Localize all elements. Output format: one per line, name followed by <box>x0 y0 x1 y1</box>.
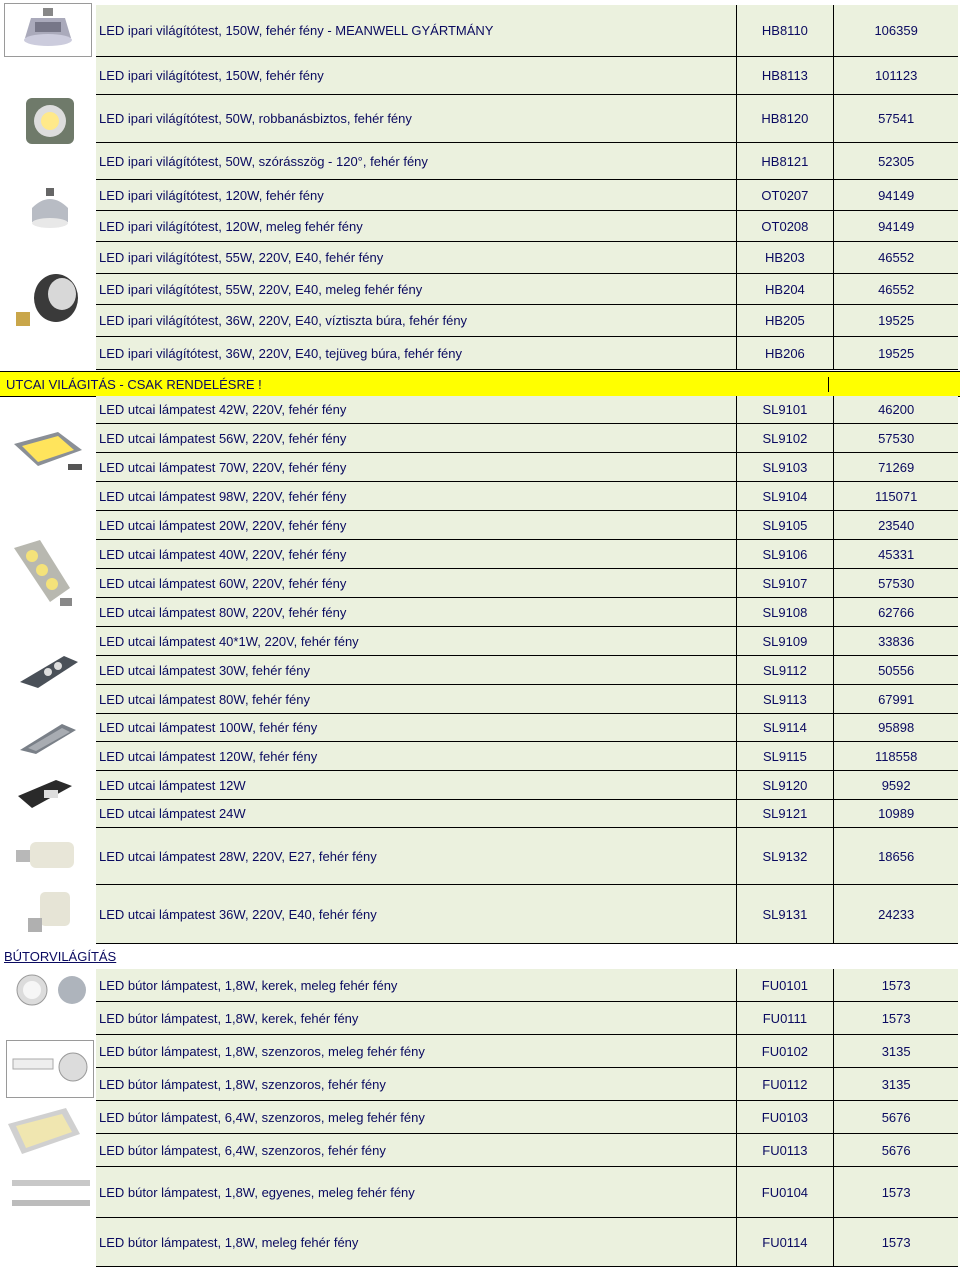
product-code: FU0102 <box>736 1035 834 1067</box>
product-code: OT0208 <box>736 211 834 241</box>
table-row <box>96 1218 958 1267</box>
e40-corn-bulb-photo <box>24 888 74 936</box>
product-price: 71269 <box>833 453 958 481</box>
section-header-utcai-label: UTCAI VILÁGITÁS - CSAK RENDELÉSRE ! <box>0 377 829 392</box>
table-row <box>96 1002 958 1035</box>
product-price: 5676 <box>833 1134 958 1166</box>
product-price: 19525 <box>833 305 958 336</box>
table-row <box>96 57 958 95</box>
product-price: 106359 <box>833 5 958 56</box>
section-header-butor-label: BÚTORVILÁGÍTÁS <box>4 948 117 964</box>
product-code: HB8113 <box>736 57 834 94</box>
product-description: LED utcai lámpatest 24W <box>99 806 246 821</box>
product-price: 67991 <box>833 685 958 713</box>
linear-furniture-lamp-photo <box>6 1176 92 1214</box>
product-description: LED ipari világítótest, 120W, meleg fehér fény <box>99 218 363 234</box>
product-code: OT0207 <box>736 180 834 210</box>
product-code: HB205 <box>736 305 834 336</box>
street-lamp-photo-5 <box>16 776 74 814</box>
product-code: SL9120 <box>736 771 834 799</box>
table-row <box>96 1167 958 1218</box>
product-description: LED ipari világítótest, 36W, 220V, E40, víztiszta búra, fehér fény <box>99 313 468 328</box>
table-row <box>96 242 958 274</box>
table-row <box>96 180 958 211</box>
product-code: SL9121 <box>736 800 834 827</box>
table-row <box>96 598 958 627</box>
street-lamp-photo-2 <box>10 538 76 612</box>
product-description: LED bútor lámpatest, 1,8W, szenzoros, meleg fehér fény <box>99 1043 425 1059</box>
product-price: 46552 <box>833 274 958 304</box>
product-code: SL9114 <box>736 714 834 741</box>
product-code: SL9113 <box>736 685 834 713</box>
section-header-utcai <box>0 371 960 397</box>
product-description: LED bútor lámpatest, 1,8W, kerek, meleg fehér fény <box>99 977 398 993</box>
product-code: SL9112 <box>736 656 834 684</box>
table-row <box>96 274 958 305</box>
table-row <box>96 800 958 828</box>
product-code: FU0101 <box>736 969 834 1001</box>
product-description: LED utcai lámpatest 40W, 220V, fehér fény <box>99 546 347 562</box>
product-description: LED utcai lámpatest 100W, fehér fény <box>99 720 318 735</box>
table-row <box>96 1134 958 1167</box>
table-row <box>96 714 958 742</box>
product-price: 118558 <box>833 742 958 770</box>
product-price: 94149 <box>833 211 958 241</box>
product-code: FU0104 <box>736 1167 834 1217</box>
product-price: 9592 <box>833 771 958 799</box>
product-code: SL9107 <box>736 569 834 597</box>
product-description: LED utcai lámpatest 40*1W, 220V, fehér fény <box>99 633 359 649</box>
product-price: 3135 <box>833 1068 958 1100</box>
product-price: 57541 <box>833 95 958 142</box>
product-price: 115071 <box>833 482 958 510</box>
table-row <box>96 211 958 242</box>
product-price: 94149 <box>833 180 958 210</box>
street-lamp-photo-3 <box>18 650 82 692</box>
product-price: 1573 <box>833 1218 958 1266</box>
product-price: 50556 <box>833 656 958 684</box>
product-price: 33836 <box>833 627 958 655</box>
table-row <box>96 540 958 569</box>
product-code: FU0114 <box>736 1218 834 1266</box>
table-row <box>96 771 958 800</box>
product-description: LED utcai lámpatest 70W, 220V, fehér fény <box>99 459 347 475</box>
table-row <box>96 627 958 656</box>
table-row <box>96 396 958 424</box>
product-description: LED utcai lámpatest 12W <box>99 777 246 793</box>
product-description: LED utcai lámpatest 80W, 220V, fehér fény <box>99 604 347 620</box>
product-code: HB8110 <box>736 5 834 56</box>
product-price: 24233 <box>833 885 958 943</box>
product-price: 3135 <box>833 1035 958 1067</box>
product-description: LED ipari világítótest, 50W, robbanásbiztos, fehér fény <box>99 111 412 126</box>
table-row <box>96 95 958 143</box>
table-row <box>96 482 958 511</box>
product-price: 1573 <box>833 1167 958 1217</box>
table-row <box>96 1101 958 1134</box>
product-description: LED bútor lámpatest, 1,8W, egyenes, meleg fehér fény <box>99 1184 415 1200</box>
industrial-dome-lamp-photo <box>24 186 76 234</box>
table-row <box>96 969 958 1002</box>
round-furniture-lamp-photo <box>6 972 92 1008</box>
table-row <box>96 885 958 944</box>
product-price: 19525 <box>833 337 958 369</box>
product-code: SL9104 <box>736 482 834 510</box>
street-lamp-photo-1 <box>8 424 88 486</box>
product-price: 1573 <box>833 969 958 1001</box>
table-row <box>96 1035 958 1068</box>
product-price: 101123 <box>833 57 958 94</box>
product-description: LED utcai lámpatest 56W, 220V, fehér fény <box>99 430 347 446</box>
product-price: 62766 <box>833 598 958 626</box>
product-description: LED utcai lámpatest 30W, fehér fény <box>99 662 310 678</box>
product-image-column <box>0 0 96 1268</box>
product-code: SL9115 <box>736 742 834 770</box>
table-row <box>96 828 958 885</box>
highbay-lamp-photo <box>4 3 92 57</box>
panel-furniture-lamp-photo <box>6 1104 82 1158</box>
product-price: 5676 <box>833 1101 958 1133</box>
e40-led-bulb-photo <box>12 270 82 334</box>
table-row <box>96 453 958 482</box>
product-price: 1573 <box>833 1002 958 1034</box>
product-code: HB206 <box>736 337 834 369</box>
table-row <box>96 1068 958 1101</box>
table-row <box>96 143 958 180</box>
product-code: SL9132 <box>736 828 834 884</box>
product-description: LED ipari világítótest, 36W, 220V, E40, tejüveg búra, fehér fény <box>99 345 463 361</box>
product-description: LED ipari világítótest, 55W, 220V, E40, fehér fény <box>99 250 384 265</box>
product-price: 46200 <box>833 396 958 423</box>
section-header-butor <box>0 944 117 968</box>
product-code: FU0112 <box>736 1068 834 1100</box>
product-price: 52305 <box>833 143 958 179</box>
product-code: SL9106 <box>736 540 834 568</box>
product-description: LED utcai lámpatest 42W, 220V, fehér fény <box>99 402 347 417</box>
product-code: FU0111 <box>736 1002 834 1034</box>
product-code: SL9103 <box>736 453 834 481</box>
product-price: 46552 <box>833 242 958 273</box>
product-description: LED bútor lámpatest, 1,8W, kerek, fehér fény <box>99 1010 359 1026</box>
table-row <box>96 685 958 714</box>
product-price: 57530 <box>833 424 958 452</box>
product-price: 95898 <box>833 714 958 741</box>
sensor-furniture-lamp-photo <box>6 1040 94 1098</box>
product-description: LED ipari világítótest, 50W, szórásszög - 120°, fehér fény <box>99 153 428 169</box>
product-description: LED ipari világítótest, 150W, fehér fény - MEANWELL GYÁRTMÁNY <box>99 23 494 38</box>
table-row <box>96 337 958 370</box>
product-code: HB203 <box>736 242 834 273</box>
product-price: 45331 <box>833 540 958 568</box>
product-description: LED ipari világítótest, 150W, fehér fény <box>99 68 324 83</box>
product-code: HB8120 <box>736 95 834 142</box>
product-description: LED bútor lámpatest, 1,8W, szenzoros, fehér fény <box>99 1076 386 1092</box>
table-row <box>96 305 958 337</box>
product-code: FU0113 <box>736 1134 834 1166</box>
product-description: LED utcai lámpatest 120W, fehér fény <box>99 748 318 764</box>
product-description: LED utcai lámpatest 36W, 220V, E40, fehér fény <box>99 906 377 922</box>
product-code: SL9131 <box>736 885 834 943</box>
table-row <box>96 742 958 771</box>
product-price: 57530 <box>833 569 958 597</box>
table-row <box>96 5 958 57</box>
product-price: 18656 <box>833 828 958 884</box>
product-code: SL9101 <box>736 396 834 423</box>
product-description: LED utcai lámpatest 80W, fehér fény <box>99 691 310 707</box>
product-code: SL9108 <box>736 598 834 626</box>
product-code: FU0103 <box>736 1101 834 1133</box>
explosion-proof-lamp-photo <box>22 92 78 150</box>
product-description: LED utcai lámpatest 98W, 220V, fehér fény <box>99 488 347 504</box>
table-row <box>96 424 958 453</box>
e27-corn-bulb-photo <box>14 838 78 874</box>
product-price: 10989 <box>833 800 958 827</box>
table-row <box>96 656 958 685</box>
product-description: LED ipari világítótest, 55W, 220V, E40, meleg fehér fény <box>99 281 423 297</box>
product-description: LED ipari világítótest, 120W, fehér fény <box>99 187 324 203</box>
product-description: LED bútor lámpatest, 6,4W, szenzoros, fehér fény <box>99 1142 386 1158</box>
product-description: LED utcai lámpatest 28W, 220V, E27, fehér fény <box>99 848 377 864</box>
product-description: LED utcai lámpatest 60W, 220V, fehér fény <box>99 575 347 591</box>
product-price: 23540 <box>833 511 958 539</box>
product-code: HB8121 <box>736 143 834 179</box>
street-lamp-photo-4 <box>18 720 80 758</box>
product-description: LED utcai lámpatest 20W, 220V, fehér fény <box>99 517 347 533</box>
product-code: SL9105 <box>736 511 834 539</box>
product-code: SL9102 <box>736 424 834 452</box>
table-row <box>96 569 958 598</box>
product-code: HB204 <box>736 274 834 304</box>
product-description: LED bútor lámpatest, 1,8W, meleg fehér fény <box>99 1234 359 1250</box>
product-description: LED bútor lámpatest, 6,4W, szenzoros, meleg fehér fény <box>99 1109 425 1125</box>
table-row <box>96 511 958 540</box>
product-code: SL9109 <box>736 627 834 655</box>
